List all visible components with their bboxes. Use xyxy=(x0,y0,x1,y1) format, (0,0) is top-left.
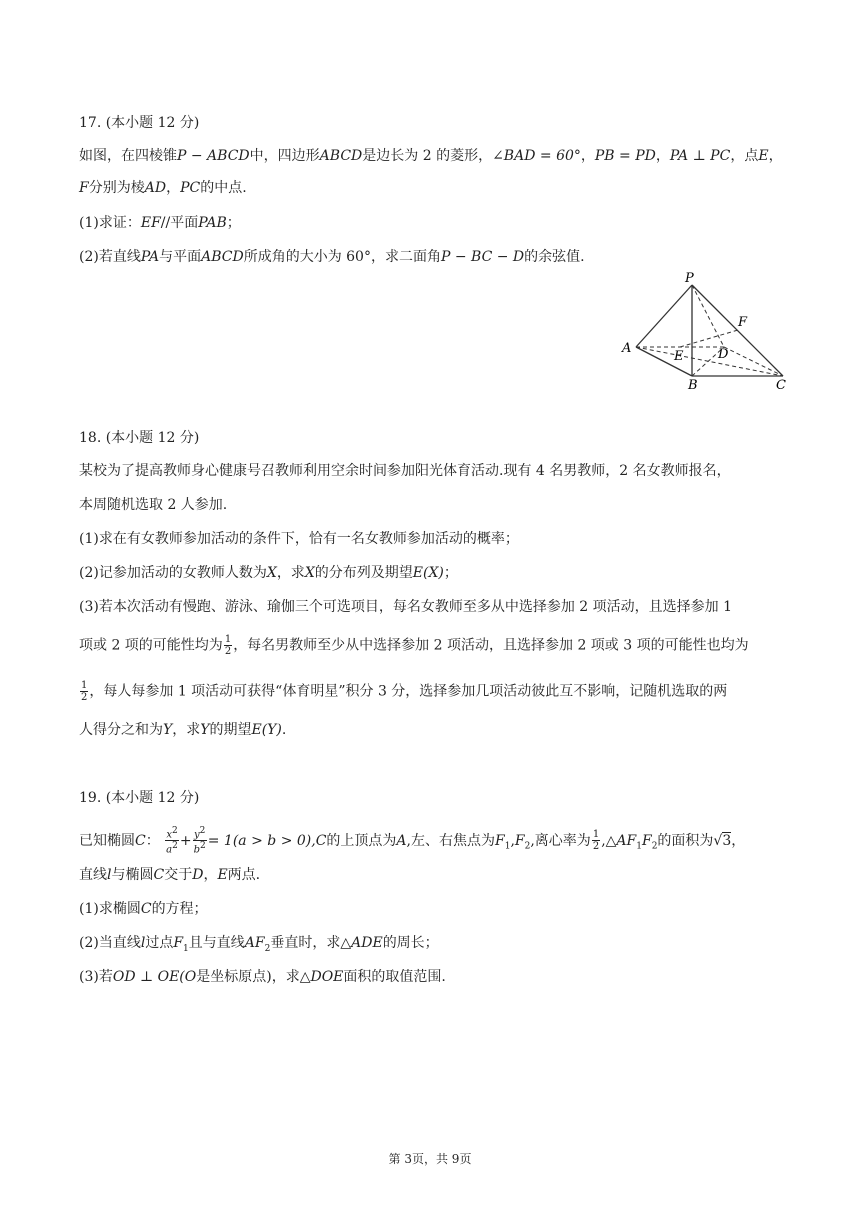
q18-part3-line3: $\frac{1}{2}$ ，每人每参加 1 项活动可获得“体育明星”积分 3 分，选择参加几项活动彼此互不影响，记随机选取的两 xyxy=(81,680,728,703)
q18-para1: 某校为了提高教师身心健康号召教师利用空余时间参加阳光体育活动.现有 4 名男教师，2 名女教师报名， xyxy=(79,463,731,479)
q17-intro: 如图，在四棱锥P − ABCD中，四边形ABCD是边长为 2 的菱形，∠BAD = 60°，PB = PD，PA ⊥ PC，点E， xyxy=(79,148,783,164)
q18-part2: (2)记参加活动的女教师人数为X，求X的分布列及期望E(X)； xyxy=(79,565,458,581)
q18-part3-line1: (3)若本次活动有慢跑、游泳、瑜伽三个可选项目，每名女教师至多从中选择参加 2 项活动，且选择参加 1 xyxy=(79,599,732,615)
fraction-eccentricity: $\frac{1}{2}$ xyxy=(592,829,600,853)
label-P: P xyxy=(685,271,694,286)
label-B: B xyxy=(688,378,698,393)
q18-part3-line2: 项或 2 项的可能性均为 $\frac{1}{2}$ ，每名男教师至少从中选择参加 2 项活动，且选择参加 2 项或 3 项的可能性也均为 xyxy=(79,634,749,657)
fraction-half: $\frac{1}{2}$ xyxy=(224,634,232,657)
q19-part1: (1)求椭圆C的方程； xyxy=(79,901,208,917)
q18-part3-line4: 人得分之和为Y，求Y的期望E(Y). xyxy=(79,722,287,738)
q17-intro-2: F分别为棱AD，PC的中点. xyxy=(79,180,247,196)
q18-part1: (1)求在有女教师参加活动的条件下，恰有一名女教师参加活动的概率； xyxy=(79,531,519,547)
label-F: F xyxy=(738,315,748,330)
q17-part2: (2)若直线PA与平面ABCD所成角的大小为 60°，求二面角P − BC − D的余弦值. xyxy=(79,249,585,265)
ellipse-x-term: $\frac{x^2}{a^2}$ xyxy=(166,826,178,856)
q19-line1: 已知椭圆C： $\frac{x^2}{a^2}$ + $\frac{y^2}{b^2}$ = 1(a > b > 0),C的上顶点为A,左、右焦点为$F_1,F_2$,离心率为 $\frac{1}{2}$ $,\triangle AF_1F_2$的面积为√3， xyxy=(79,826,746,856)
q19-line2: 直线l与椭圆C交于D，E两点. xyxy=(79,867,261,883)
q19-part3: (3)若OD ⊥ OE(O是坐标原点)，求△DOE面积的取值范围. xyxy=(79,969,446,985)
label-A: A xyxy=(622,341,632,356)
pyramid-figure xyxy=(618,268,798,394)
fraction-half: $\frac{1}{2}$ xyxy=(81,680,88,703)
page-footer: 第 3页，共 9页 xyxy=(388,1152,472,1166)
q18-header: 18. (本小题 12 分) xyxy=(79,430,200,446)
sqrt-symbol: √3 xyxy=(713,832,732,849)
label-C: C xyxy=(776,378,786,393)
q17-header: 17. (本小题 12 分) xyxy=(79,115,200,131)
ellipse-y-term: $\frac{y^2}{b^2}$ xyxy=(193,826,206,856)
label-D: D xyxy=(718,347,729,362)
q17-part1: (1)求证：EF//平面PAB； xyxy=(79,215,241,231)
label-E: E xyxy=(674,349,684,364)
q19-part2: (2)当直线l过点$F_1$且与直线$AF_2$垂直时，求△ADE的周长； xyxy=(79,935,439,954)
q18-para2: 本周随机选取 2 人参加. xyxy=(79,497,228,513)
q19-header: 19. (本小题 12 分) xyxy=(79,790,200,806)
